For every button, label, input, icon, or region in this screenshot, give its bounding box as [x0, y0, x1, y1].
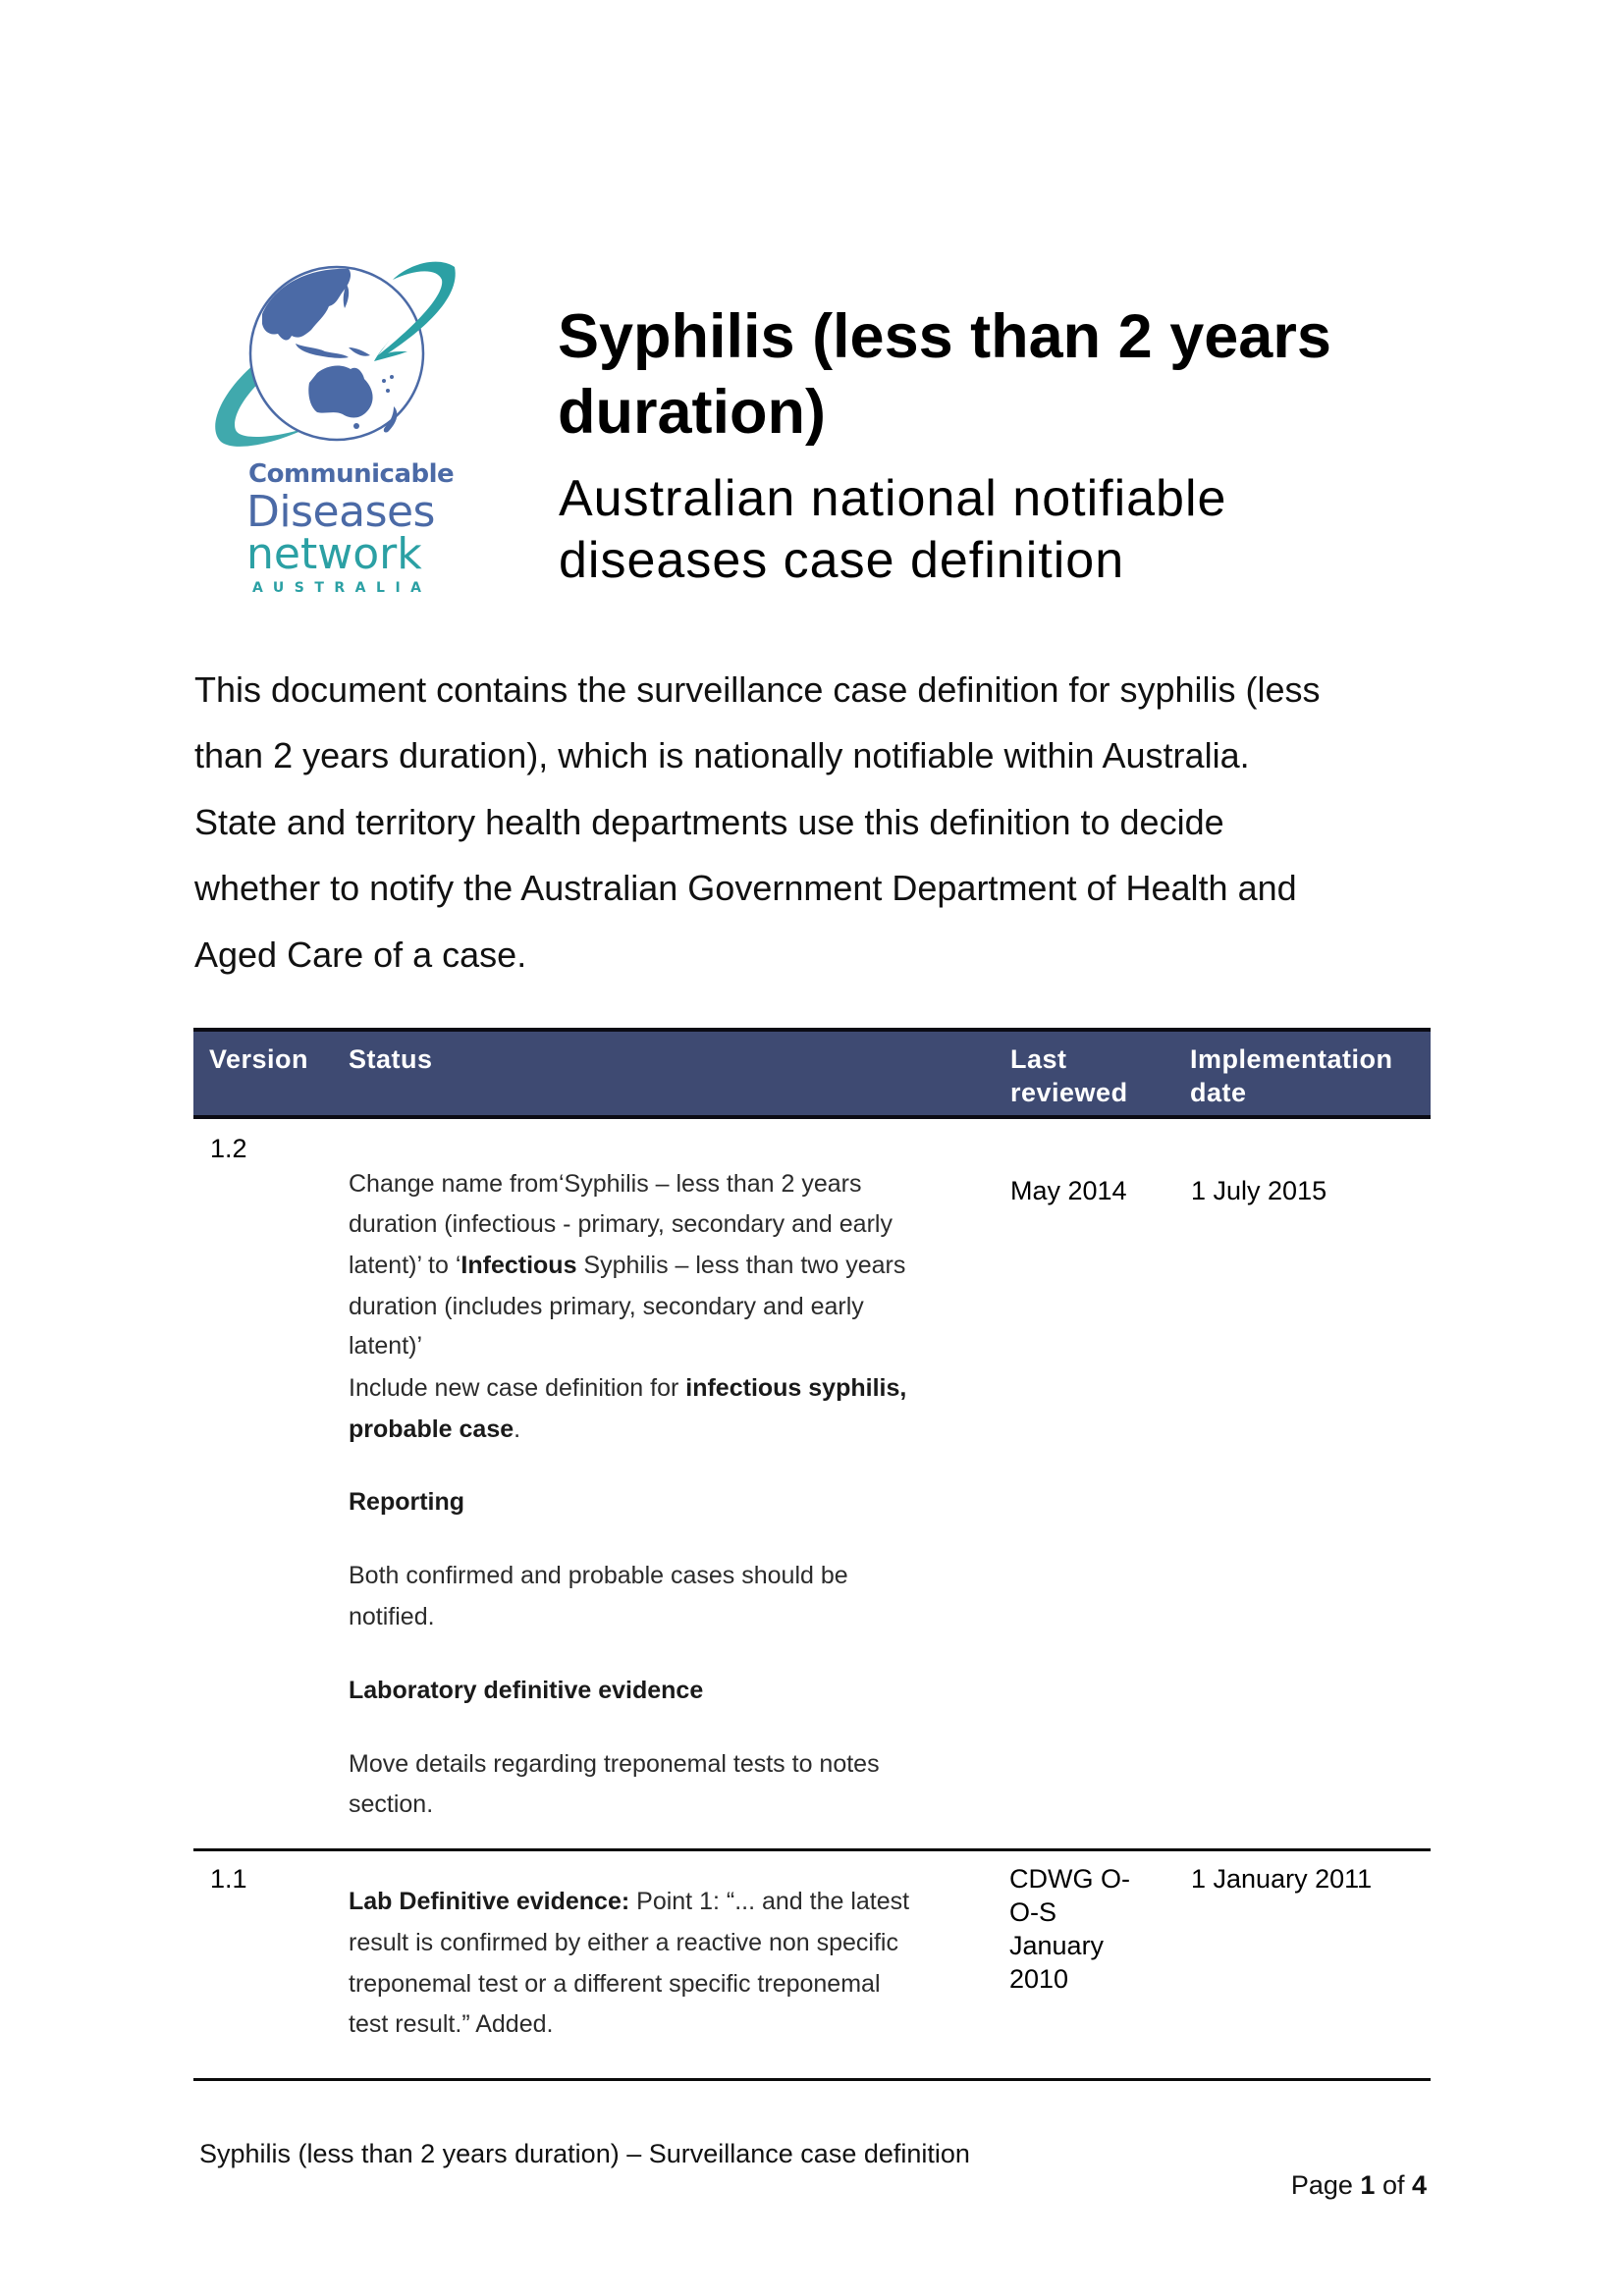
last-reviewed-line: CDWG O-: [1009, 1864, 1130, 1894]
current-page: 1: [1360, 2170, 1376, 2200]
page-title-line-1: Syphilis (less than 2 years: [558, 302, 1331, 371]
logo-text-communicable: Communicable: [248, 459, 455, 489]
intro-line: State and territory health departments use this definition to decide: [194, 802, 1224, 842]
page-title-line-2: duration): [558, 378, 826, 447]
reporting-heading: [349, 1490, 464, 1515]
last-reviewed-line: 2010: [1009, 1964, 1069, 1994]
status-bold-text: Lab Definitive evidence:: [349, 1888, 630, 1915]
header-status: Status: [349, 1044, 433, 1074]
header-implementation-line-1: Implementation: [1190, 1044, 1393, 1074]
globe-icon: [201, 245, 466, 481]
status-bold-text: infectious syphilis,: [685, 1374, 907, 1402]
header-implementation-date: [1190, 1042, 1393, 1109]
page-subtitle-line-2: diseases case definition: [559, 532, 1125, 589]
status-line: duration (includes primary, secondary and early: [349, 1293, 864, 1320]
last-reviewed-line: January: [1009, 1931, 1105, 1960]
intro-line: This document contains the surveillance case definition for syphilis (less: [194, 669, 1321, 710]
status-line: treponemal test or a different specific treponemal: [349, 1970, 881, 1998]
status-line: Change name from‘Syphilis – less than 2 years: [349, 1170, 862, 1198]
status-bold-text: probable case: [349, 1415, 514, 1443]
row-last-reviewed: May 2014: [1010, 1176, 1127, 1205]
status-line: duration (infectious - primary, secondary and early: [349, 1210, 893, 1238]
status-line: [349, 1890, 909, 1914]
page-subtitle-line-1: Australian national notifiable: [559, 470, 1227, 527]
status-line: test result.” Added.: [349, 2010, 554, 2038]
status-text: .: [514, 1415, 521, 1443]
row-divider: [193, 1848, 1431, 1851]
status-line: [349, 1376, 906, 1401]
status-text: Include new case definition for: [349, 1374, 686, 1402]
header-implementation-line-2: date: [1190, 1078, 1247, 1107]
status-text: Syphilis – less than two years: [576, 1252, 906, 1279]
table-bottom-border: [193, 2078, 1431, 2081]
page-label: Page: [1290, 2170, 1361, 2200]
logo-text-australia: AUSTRALIA: [252, 580, 432, 596]
header-last-reviewed-line-1: Last: [1010, 1044, 1067, 1074]
header-last-reviewed: [1010, 1042, 1128, 1109]
status-line: notified.: [349, 1603, 435, 1630]
status-line: Move details regarding treponemal tests to notes: [349, 1750, 880, 1778]
status-line: [349, 1254, 905, 1278]
reporting-heading-text: Reporting: [349, 1488, 465, 1516]
last-reviewed-line: O-S: [1009, 1897, 1057, 1927]
page-of-label: of: [1375, 2170, 1412, 2200]
status-line: latent)’: [349, 1332, 423, 1360]
header-version: Version: [209, 1044, 309, 1074]
row-version: 1.2: [210, 1134, 247, 1163]
lab-evidence-heading-text: Laboratory definitive evidence: [349, 1677, 704, 1704]
logo-text-diseases: Diseases: [246, 487, 435, 537]
status-line: result is confirmed by either a reactive non specific: [349, 1929, 898, 1956]
status-text: latent)’ to ‘: [349, 1252, 461, 1279]
row-implementation-date: 1 July 2015: [1191, 1176, 1327, 1205]
lab-evidence-heading: [349, 1679, 703, 1703]
intro-line: Aged Care of a case.: [194, 934, 527, 975]
status-text: Point 1: “... and the latest: [629, 1888, 910, 1915]
footer-page-number: [1291, 2172, 1427, 2199]
header-last-reviewed-line-2: reviewed: [1010, 1078, 1128, 1107]
row-last-reviewed: [1009, 1862, 1130, 1996]
row-implementation-date: 1 January 2011: [1191, 1864, 1373, 1894]
version-table-header: [193, 1028, 1431, 1119]
status-line: [349, 1417, 520, 1442]
logo-text-network: network: [246, 529, 422, 579]
intro-line: than 2 years duration), which is nationally notifiable within Australia.: [194, 735, 1250, 775]
intro-line: whether to notify the Australian Government Department of Health and: [194, 868, 1297, 908]
row-version: 1.1: [210, 1864, 247, 1894]
total-pages: 4: [1411, 2170, 1427, 2200]
cdna-logo: [201, 245, 466, 609]
footer-document-title: Syphilis (less than 2 years duration) – Surveillance case definition: [199, 2139, 970, 2168]
status-line: section.: [349, 1790, 434, 1818]
status-line: Both confirmed and probable cases should be: [349, 1562, 848, 1589]
status-bold-text: Infectious: [460, 1252, 577, 1279]
